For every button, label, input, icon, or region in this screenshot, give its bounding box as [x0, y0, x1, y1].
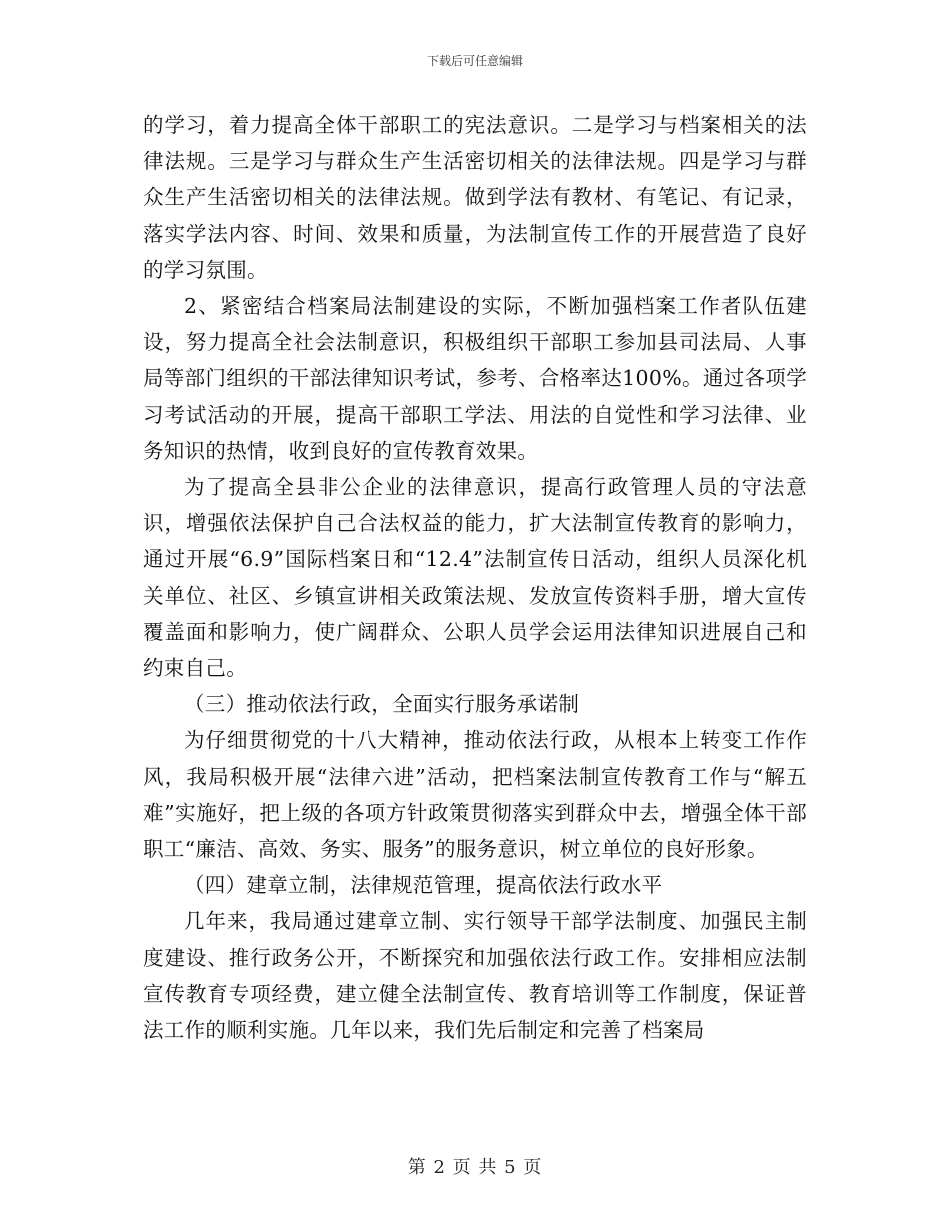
- section-heading-4: （四）建章立制，法律规范管理，提高依法行政水平: [184, 873, 663, 898]
- paragraph-publicity: 为了提高全县非公企业的法律意识，提高行政管理人员的守法意识，增强依法保护自己合法权益的能力，扩大法制宣传教育的影响力，通过开展“6.9”国际档案日和“12.4”法制宣传日活动，组织人员深化机关单位、社区、乡镇宣讲相关政策法规、发放宣传资料手册，增大宣传覆盖面和影响力，使广阔群众、公职人员学会运用法律知识进展自己和约束自己。: [143, 475, 807, 681]
- paragraph-section-4: 几年来，我局通过建章立制、实行领导干部学法制度、加强民主制度建设、推行政务公开，不断探究和加强依法行政工作。安排相应法制宣传教育专项经费，建立健全法制宣传、教育培训等工作制度，保证普法工作的顺利实施。几年以来，我们先后制定和完善了档案局: [143, 909, 807, 1043]
- paragraph-continuation: 的学习，着力提高全体干部职工的宪法意识。二是学习与档案相关的法律法规。三是学习与群众生产生活密切相关的法律法规。四是学习与群众生产生活密切相关的法律法规。做到学法有教材、有笔记、有记录，落实学法内容、时间、效果和质量，为法制宣传工作的开展营造了良好的学习氛围。: [143, 113, 807, 282]
- header-note: 下载后可任意编辑: [426, 54, 523, 68]
- section-heading-3: （三）推动依法行政，全面实行服务承诺制: [184, 692, 580, 717]
- document-body: [143, 107, 807, 1048]
- page-number: 第 2 页 共 5 页: [407, 1157, 543, 1178]
- paragraph-item-2: 2、紧密结合档案局法制建设的实际，不断加强档案工作者队伍建设，努力提高全社会法制意识，积极组织干部职工参加县司法局、人事局等部门组织的干部法律知识考试，参考、合格率达100%。通过各项学习考试活动的开展，提高干部职工学法、用法的自觉性和学习法律、业务知识的热情，收到良好的宣传教育效果。: [143, 294, 807, 463]
- paragraph-section-3: 为仔细贯彻党的十八大精神，推动依法行政，从根本上转变工作作风，我局积极开展“法律六进”活动，把档案法制宣传教育工作与“解五难”实施好，把上级的各项方针政策贯彻落实到群众中去，增强全体干部职工“廉洁、高效、务实、服务”的服务意识，树立单位的良好形象。: [143, 728, 807, 862]
